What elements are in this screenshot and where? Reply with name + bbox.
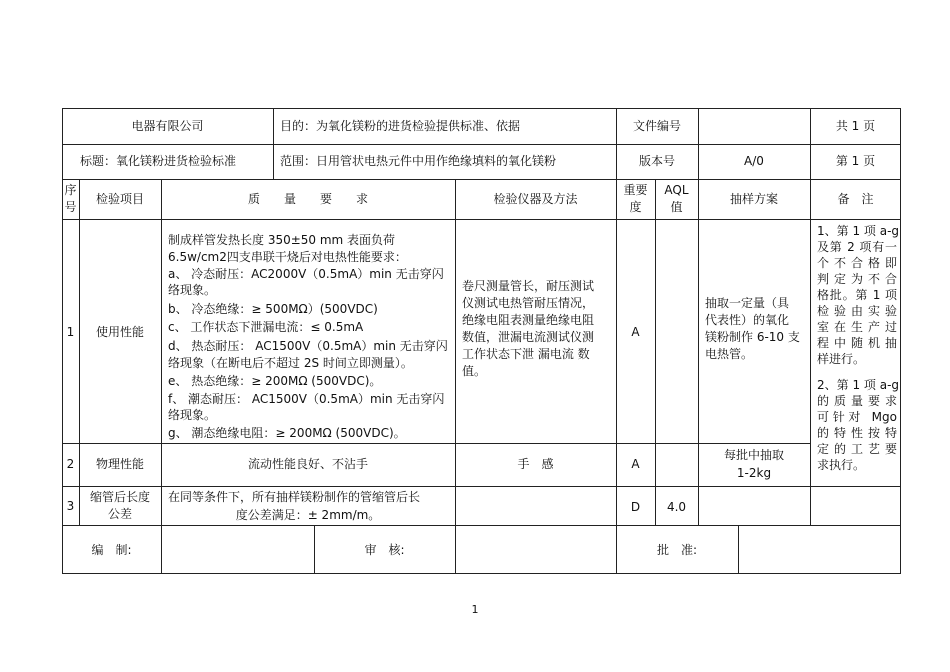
doc-no-label: 文件编号 bbox=[632, 119, 681, 133]
row2-sampling-1: 每批中抽取 bbox=[723, 448, 784, 462]
row3-quality-1: 在同等条件下，所有抽样镁粉制作的管缩管后长 bbox=[168, 490, 421, 504]
total-pages: 共 1 页 bbox=[835, 119, 876, 133]
remarks-line: 判定为不合 bbox=[817, 272, 897, 286]
quality-line: 络现象。 bbox=[168, 283, 217, 297]
row2-sampling-2: 1-2kg bbox=[736, 466, 772, 480]
col-remarks: 备 注 bbox=[837, 192, 874, 206]
method-line: 卷尺测量管长，耐压测试 bbox=[462, 279, 595, 293]
remarks-line: 及第 2 项有一 bbox=[817, 240, 897, 254]
method-line: 绝缘电阻表测量绝缘电阻 bbox=[462, 313, 595, 327]
company-name: 电器有限公司 bbox=[131, 119, 204, 133]
quality-line: a、 冷态耐压：AC2000V（0.5mA）min 无击穿闪 bbox=[168, 267, 444, 281]
col-method: 检验仪器及方法 bbox=[493, 192, 578, 206]
quality-line: g、 潮态绝缘电阻：≥ 200MΩ (500VDC)。 bbox=[168, 426, 406, 440]
remarks-line: 检验由实验 bbox=[817, 304, 897, 318]
col-aql-2: 值 bbox=[670, 200, 683, 214]
method-line: 工作状态下泄 漏电流 数 bbox=[462, 347, 590, 361]
row1-importance: A bbox=[631, 325, 640, 339]
remarks-line: 个不合格即 bbox=[817, 256, 897, 270]
row1-seq: 1 bbox=[66, 325, 75, 339]
col-importance-2: 度 bbox=[629, 200, 642, 214]
remarks-line: 的特性按特 bbox=[817, 426, 897, 440]
method-line: 仪测试电热管耐压情况， bbox=[462, 296, 595, 310]
remarks-line: 1、第 1 项 a-g bbox=[817, 224, 900, 238]
sampling-line: 抽取一定量（具 bbox=[705, 296, 790, 310]
remarks-line: 2、第 1 项 a-g bbox=[817, 378, 900, 392]
remarks-line: 室在生产过 bbox=[817, 320, 897, 334]
col-sampling: 抽样方案 bbox=[729, 192, 778, 206]
scope: 范围：日用管状电热元件中用作绝缘填料的氧化镁粉 bbox=[280, 154, 557, 168]
row3-aql: 4.0 bbox=[666, 500, 687, 514]
row2-importance: A bbox=[631, 457, 640, 471]
row2-seq: 2 bbox=[66, 457, 75, 471]
version-label: 版本号 bbox=[638, 154, 675, 168]
row3-seq: 3 bbox=[66, 499, 75, 513]
reviewed-by-label: 审 核: bbox=[364, 543, 405, 557]
quality-line: f、 潮态耐压： AC1500V（0.5mA）min 无击穿闪 bbox=[168, 392, 445, 406]
doc-title: 标题：氧化镁粉进货检验标准 bbox=[80, 154, 237, 168]
quality-line: d、 热态耐压： AC1500V（0.5mA）min 无击穿闪 bbox=[168, 339, 448, 353]
quality-line: c、 工作状态下泄漏电流：≤ 0.5mA bbox=[168, 320, 364, 334]
row3-importance: D bbox=[630, 500, 641, 514]
quality-line: b、 冷态绝缘：≥ 500MΩ）(500VDC) bbox=[168, 302, 378, 316]
row2-item: 物理性能 bbox=[95, 457, 144, 471]
quality-line: 制成样管发热长度 350±50 mm 表面负荷 bbox=[168, 233, 396, 247]
row3-item-1: 缩管后长度 bbox=[89, 490, 150, 504]
prepared-by-label: 编 制: bbox=[91, 543, 132, 557]
col-seq-2: 号 bbox=[64, 200, 77, 214]
approved-by-label: 批 准: bbox=[656, 543, 698, 557]
quality-line: 络现象。 bbox=[168, 408, 217, 422]
remarks-line: 程中随机抽 bbox=[817, 336, 897, 350]
method-line: 值。 bbox=[462, 364, 487, 378]
remarks-line: 可针对 Mgo bbox=[817, 410, 897, 424]
remarks-line: 定的工艺要 bbox=[817, 442, 897, 456]
quality-line: 络现象（在断电后不超过 2S 时间立即测量）。 bbox=[168, 356, 413, 370]
version-value: A/0 bbox=[744, 154, 764, 168]
quality-line: 6.5w/cm2四支串联干烧后对电热性能要求： bbox=[168, 250, 407, 264]
quality-line: e、 热态绝缘：≥ 200MΩ (500VDC)。 bbox=[168, 374, 382, 388]
sampling-line: 电热管。 bbox=[705, 347, 754, 361]
remarks-line: 样进行。 bbox=[817, 352, 866, 366]
inspection-standard-table bbox=[62, 108, 901, 574]
sampling-line: 镁粉制作 6-10 支 bbox=[705, 330, 800, 344]
remarks-line: 求执行。 bbox=[817, 458, 866, 472]
row2-method: 手 感 bbox=[517, 457, 554, 471]
remarks-line: 的质量要求 bbox=[817, 394, 897, 408]
page-no: 第 1 页 bbox=[835, 154, 876, 168]
col-importance-1: 重要 bbox=[623, 183, 648, 197]
row2-quality: 流动性能良好、不沾手 bbox=[247, 457, 368, 471]
row3-quality-2: 度公差满足：± 2mm/m。 bbox=[235, 508, 381, 522]
col-item: 检验项目 bbox=[95, 192, 144, 206]
col-quality: 质 量 要 求 bbox=[247, 192, 368, 206]
method-line: 数值，泄漏电流测试仪测 bbox=[462, 330, 595, 344]
col-seq-1: 序 bbox=[64, 183, 77, 197]
row1-item: 使用性能 bbox=[95, 325, 144, 339]
row3-item-2: 公差 bbox=[107, 507, 132, 521]
sampling-line: 代表性）的氧化 bbox=[705, 313, 790, 327]
purpose: 目的：为氧化镁粉的进货检验提供标准、依据 bbox=[280, 119, 521, 133]
page-number: 1 bbox=[471, 603, 479, 616]
col-aql-1: AQL bbox=[664, 183, 689, 197]
remarks-line: 格批。第 1 项 bbox=[817, 288, 897, 302]
